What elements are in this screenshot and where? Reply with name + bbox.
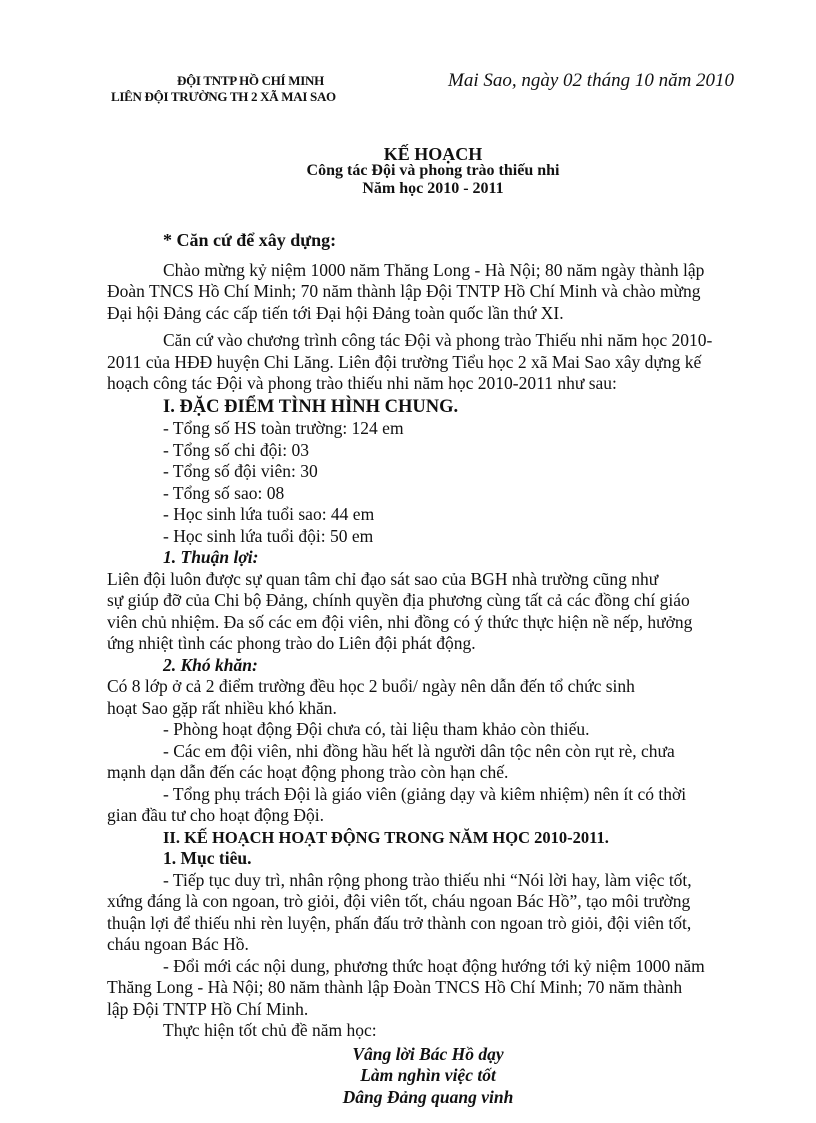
difficulties-list (107, 676, 749, 827)
document-date: Mai Sao, ngày 02 tháng 10 năm 2010 (448, 70, 735, 91)
text-line: - Các em đội viên, nhi đồng hầu hết là người dân tộc nên còn rụt rè, chưa (163, 740, 675, 761)
text-line: hoạch công tác Đội và phong trào thiếu nhi năm học 2010-2011 như sau: (107, 373, 617, 393)
motto-line: Vâng lời Bác Hồ dạy (352, 1043, 504, 1064)
text-line: gian đầu tư cho hoạt động Đội. (107, 805, 325, 825)
stat-item: - Tổng số chi đội: 03 (163, 439, 309, 460)
document-subtitle: Công tác Đội và phong trào thiếu nhi (306, 162, 560, 179)
org-name: ĐỘI TNTP HỒ CHÍ MINH (177, 73, 324, 88)
goals-list (107, 870, 749, 1021)
stat-item: - Học sinh lứa tuổi sao: 44 em (163, 504, 375, 524)
text-line: - Tiếp tục duy trì, nhân rộng phong trào thiếu nhi “Nói lời hay, làm việc tốt, (163, 869, 692, 890)
text-line: sự giúp đỡ của Chi bộ Đảng, chính quyền địa phương cùng tất cả các đồng chí giáo (107, 590, 690, 610)
section-1-heading: I. ĐẶC ĐIỂM TÌNH HÌNH CHUNG. (163, 396, 459, 417)
stats-list (107, 418, 749, 547)
motto-line: Dâng Đảng quang vinh (342, 1086, 514, 1107)
text-line: - Phòng hoạt động Đội chưa có, tài liệu tham khảo còn thiếu. (163, 719, 590, 739)
text-line: Căn cứ vào chương trình công tác Đội và phong trào Thiếu nhi năm học 2010- (163, 330, 713, 350)
text-line: lập Đội TNTP Hồ Chí Minh. (107, 998, 309, 1019)
text-line: mạnh dạn dẫn đến các hoạt động phong trào còn hạn chế. (107, 762, 509, 782)
stat-item: - Tổng số HS toàn trường: 124 em (163, 418, 404, 438)
stat-item: - Tổng số sao: 08 (163, 482, 285, 503)
basis-paragraph-2 (107, 330, 749, 395)
text-line: cháu ngoan Bác Hồ. (107, 934, 249, 954)
stat-item: - Học sinh lứa tuổi đội: 50 em (163, 525, 374, 546)
motto-block (107, 1044, 749, 1109)
text-line: Thăng Long - Hà Nội; 80 năm thành lập Đoàn TNCS Hồ Chí Minh; 70 năm thành (107, 977, 683, 997)
school-year: Năm học 2010 - 2011 (362, 180, 504, 197)
difficulties-heading: 2. Khó khăn: (163, 654, 258, 675)
school-name: LIÊN ĐỘI TRƯỜNG TH 2 XÃ MAI SAO (111, 89, 336, 104)
text-line: hoạt Sao gặp rất nhiều khó khăn. (107, 697, 337, 718)
text-line: ứng nhiệt tình các phong trào do Liên đội phát động. (107, 633, 476, 653)
text-line: Đại hội Đảng các cấp tiến tới Đại hội Đảng toàn quốc lần thứ XI. (107, 302, 564, 323)
text-line: viên chủ nhiệm. Đa số các em đội viên, nhi đồng có ý thức thực hiện nề nếp, hưởng (107, 611, 693, 632)
text-line: Liên đội luôn được sự quan tâm chỉ đạo sát sao của BGH nhà trường cũng như (107, 568, 659, 589)
text-line: - Đổi mới các nội dung, phương thức hoạt động hướng tới kỷ niệm 1000 năm (163, 955, 705, 976)
document-body (107, 226, 749, 1108)
text-line: Chào mừng kỷ niệm 1000 năm Thăng Long - Hà Nội; 80 năm ngày thành lập (163, 259, 705, 280)
theme-intro: Thực hiện tốt chủ đề năm học: (163, 1020, 377, 1040)
advantages-heading: 1. Thuận lợi: (163, 547, 259, 567)
stat-item: - Tổng số đội viên: 30 (163, 461, 318, 481)
section-2-heading: II. KẾ HOẠCH HOẠT ĐỘNG TRONG NĂM HỌC 2010-2011. (163, 827, 609, 847)
document-title: KẾ HOẠCH (383, 144, 483, 164)
goals-heading: 1. Mục tiêu. (163, 848, 252, 868)
text-line: 2011 của HĐĐ huyện Chi Lăng. Liên đội trường Tiểu học 2 xã Mai Sao xây dựng kế (107, 351, 702, 372)
basis-heading: * Căn cứ để xây dựng: (163, 230, 337, 250)
text-line: thuận lợi để thiếu nhi rèn luyện, phấn đấu trở thành con ngoan trò giỏi, đội viên tốt, (107, 912, 692, 933)
text-line: Đoàn TNCS Hồ Chí Minh; 70 năm thành lập Đội TNTP Hồ Chí Minh và chào mừng (107, 281, 701, 301)
advantages-paragraph (107, 569, 749, 655)
text-line: Có 8 lớp ở cả 2 điểm trường đều học 2 buổi/ ngày nên dẫn đến tổ chức sinh (107, 676, 635, 696)
basis-paragraph-1 (107, 260, 749, 325)
motto-line: Làm nghìn việc tốt (360, 1065, 496, 1085)
text-line: - Tổng phụ trách Đội là giáo viên (giảng dạy và kiêm nhiệm) nên ít có thời (163, 783, 687, 804)
text-line: xứng đáng là con ngoan, trò giỏi, đội viên tốt, cháu ngoan Bác Hồ”, tạo môi trường (107, 891, 691, 911)
